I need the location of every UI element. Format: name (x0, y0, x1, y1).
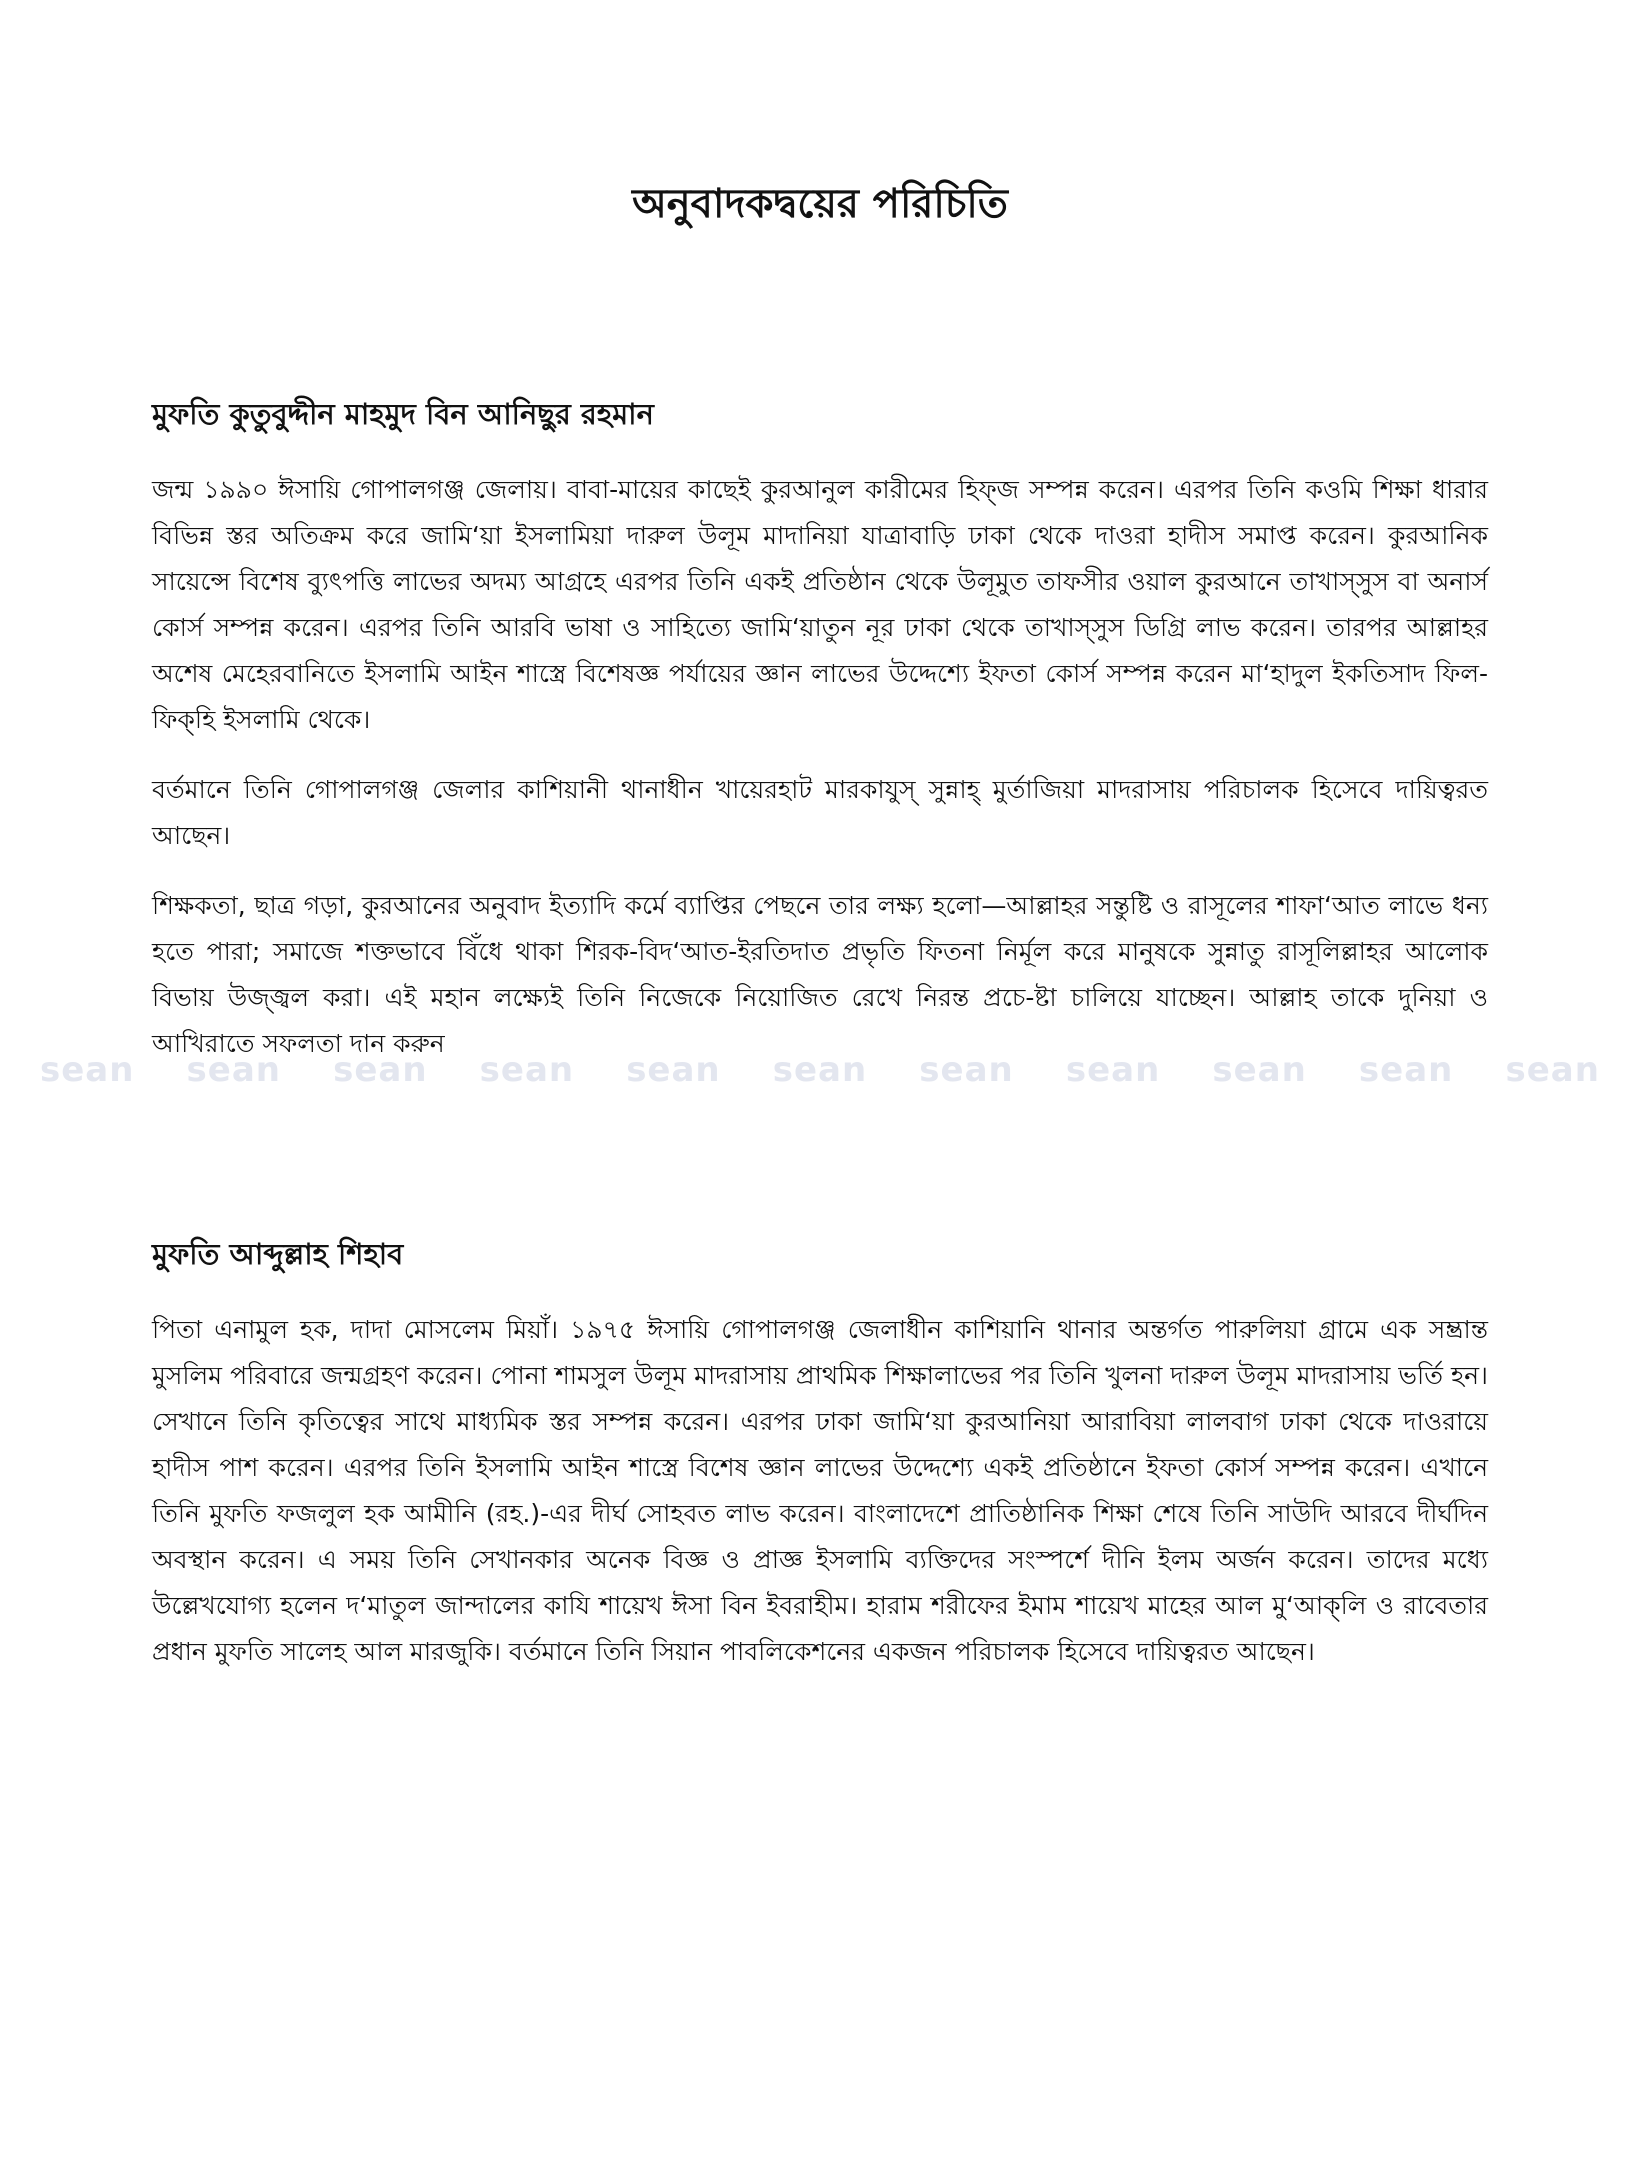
watermark-text: sean (40, 1050, 135, 1090)
watermark-text: sean (919, 1050, 1014, 1090)
paragraph: পিতা এনামুল হক, দাদা মোসলেম মিয়াঁ। ১৯৭৫ ঈসায়ি গোপালগঞ্জ জেলাধীন কাশিয়ানি থানার অন্তর্গত পারুলিয়া গ্রামে এক সম্ভ্রান্ত মুসলিম পরিবারে জন্মগ্রহণ করেন। পোনা শামসুল উলূম মাদরাসায় প্রাথমিক শিক্ষালাভের পর তিনি খুলনা দারুল উলূম মাদরাসায় ভর্তি হন। সেখানে তিনি কৃতিত্বের সাথে মাধ্যমিক স্তর সম্পন্ন করেন। এরপর ঢাকা জামি‘য়া কুরআনিয়া আরাবিয়া লালবাগ ঢাকা থেকে দাওরায়ে হাদীস পাশ করেন। এরপর তিনি ইসলামি আইন শাস্ত্রে বিশেষ জ্ঞান লাভের উদ্দেশ্যে একই প্রতিষ্ঠানে ইফতা কোর্স সম্পন্ন করেন। এখানে তিনি মুফতি ফজলুল হক আমীনি (রহ.)-এর দীর্ঘ সোহবত লাভ করেন। বাংলাদেশে প্রাতিষ্ঠানিক শিক্ষা শেষে তিনি সাউদি আরবে দীর্ঘদিন অবস্থান করেন। এ সময় তিনি সেখানকার অনেক বিজ্ঞ ও প্রাজ্ঞ ইসলামি ব্যক্তিদের সংস্পর্শে দীনি ইলম অর্জন করেন। তাদের মধ্যে উল্লেখযোগ্য হলেন দ‘মাতুল জান্দালের কাযি শায়েখ ঈসা বিন ইবরাহীম। হারাম শরীফের ইমাম শায়েখ মাহের আল মু‘আক্‌লি ও রাবেতার প্রধান মুফতি সালেহ আল মারজুকি। বর্তমানে তিনি সিয়ান পাবলিকেশনের একজন পরিচালক হিসেবে দায়িত্বরত আছেন। (152, 1315, 1488, 1666)
paragraph: শিক্ষকতা, ছাত্র গড়া, কুরআনের অনুবাদ ইত্যাদি কর্মে ব্যাপ্তির পেছনে তার লক্ষ্য হলো—আল্লাহর সন্তুষ্টি ও রাসূলের শাফা‘আত লাভে ধন্য হতে পারা; সমাজে শক্তভাবে বিঁধে থাকা শিরক-বিদ‘আত-ইরতিদাত প্রভৃতি ফিতনা নির্মূল করে মানুষকে সুন্নাতু রাসূলিল্লাহর আলোক বিভায় উজ্জ্বল করা। এই মহান লক্ষ্যেই তিনি নিজেকে নিয়োজিত রেখে নিরন্ত প্রচে-ষ্টা চালিয়ে যাচ্ছেন। আল্লাহ তাকে দুনিয়া ও আখিরাতে সফলতা দান করুন (152, 891, 1488, 1058)
watermark-text: sean (1358, 1050, 1454, 1090)
section-heading: মুফতি কুতুবুদ্দীন মাহমুদ বিন আনিছুর রহমান (152, 397, 654, 431)
watermark-text: sean (333, 1050, 428, 1090)
watermark-text: sean (479, 1050, 575, 1090)
paragraph: বর্তমানে তিনি গোপালগঞ্জ জেলার কাশিয়ানী থানাধীন খায়েরহাট মারকাযুস্‌ সুন্নাহ্‌ মুর্তাজিয়া মাদরাসায় পরিচালক হিসেবে দায়িত্বরত আছেন। (152, 775, 1488, 850)
watermark (40, 1050, 1600, 1090)
paragraph: জন্ম ১৯৯০ ঈসায়ি গোপালগঞ্জ জেলায়। বাবা-মায়ের কাছেই কুরআনুল কারীমের হিফ্‌জ সম্পন্ন করেন। এরপর তিনি কওমি শিক্ষা ধারার বিভিন্ন স্তর অতিক্রম করে জামি‘য়া ইসলামিয়া দারুল উলূম মাদানিয়া যাত্রাবাড়ি ঢাকা থেকে দাওরা হাদীস সমাপ্ত করেন। কুরআনিক সায়েন্সে বিশেষ ব্যুৎপত্তি লাভের অদম্য আগ্রহে এরপর তিনি একই প্রতিষ্ঠান থেকে উলূমুত তাফসীর ওয়াল কুরআনে তাখাস্‌সুস বা অনার্স কোর্স সম্পন্ন করেন। এরপর তিনি আরবি ভাষা ও সাহিত্যে জামি‘য়াতুন নূর ঢাকা থেকে তাখাস্‌সুস ডিগ্রি লাভ করেন। তারপর আল্লাহর অশেষ মেহেরবানিতে ইসলামি আইন শাস্ত্রে বিশেষজ্ঞ পর্যায়ের জ্ঞান লাভের উদ্দেশ্যে ইফতা কোর্স সম্পন্ন করেন মা‘হাদুল ইকতিসাদ ফিল-ফিক্‌হি ইসলামি থেকে। (152, 475, 1488, 734)
watermark-text: sean (1065, 1050, 1161, 1090)
watermark-text: sean (626, 1050, 721, 1090)
watermark-text: sean (772, 1050, 868, 1090)
watermark-text: sean (1505, 1050, 1600, 1090)
translator-section-shihab (152, 1232, 1488, 1699)
watermark-text: sean (186, 1050, 281, 1090)
watermark-text: sean (1212, 1050, 1307, 1090)
page-title: অনুবাদকদ্বয়ের পরিচিতি (632, 181, 1008, 227)
translator-section-kutubuddin (152, 392, 1488, 1091)
section-heading: মুফতি আব্দুল্লাহ শিহাব (152, 1237, 404, 1271)
